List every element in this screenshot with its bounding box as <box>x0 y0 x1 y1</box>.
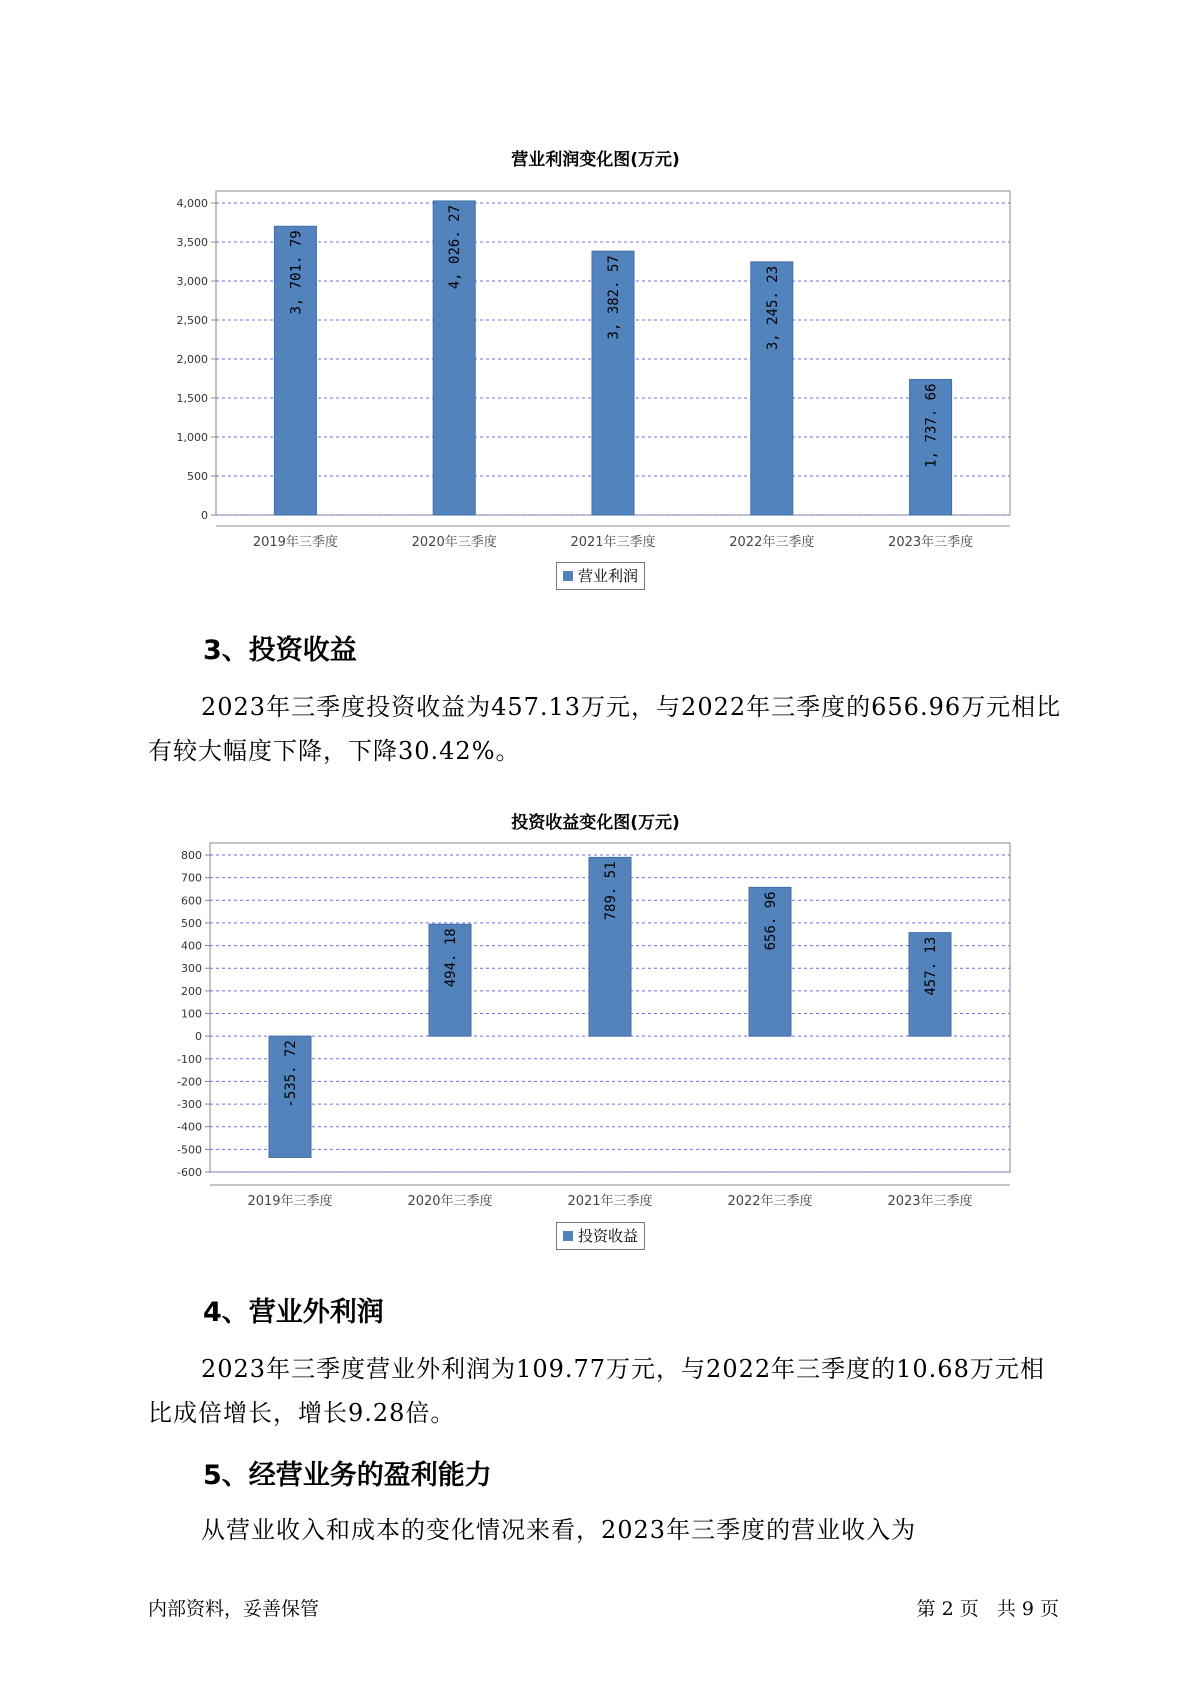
section-text-profitability: 从营业收入和成本的变化情况来看，2023年三季度的营业收入为 <box>201 1516 917 1544</box>
section-text-non-operating-profit: 2023年三季度营业外利润为109.77万元，与2022年三季度的10.68万元相比成倍增长，增长9.28倍。 <box>148 1355 1045 1427</box>
section-heading-profitability: 5、经营业务的盈利能力 <box>203 1460 492 1491</box>
data-label: 656. 96 <box>763 891 779 951</box>
y-tick-label: 400 <box>181 939 202 953</box>
y-tick-label: 500 <box>181 916 202 930</box>
y-tick-label: -200 <box>177 1075 202 1089</box>
data-label: 1, 737. 66 <box>923 383 940 468</box>
y-tick-label: 200 <box>181 984 202 998</box>
section-heading-non-operating-profit: 4、营业外利润 <box>203 1297 384 1328</box>
category-label: 2022年三季度 <box>729 535 815 550</box>
chart2-title: 投资收益变化图(万元) <box>511 813 680 833</box>
chart2-legend-label: 投资收益 <box>578 1227 639 1245</box>
data-label: -535. 72 <box>283 1040 299 1108</box>
y-tick-label: 1,000 <box>176 431 208 444</box>
y-tick-label: 3,000 <box>176 275 208 288</box>
data-label: 3, 701. 79 <box>288 230 305 315</box>
y-tick-label: 2,500 <box>176 314 208 327</box>
y-tick-label: -500 <box>177 1143 202 1157</box>
data-label: 4, 026. 27 <box>447 204 464 290</box>
chart2-legend <box>556 1222 645 1250</box>
category-label: 2023年三季度 <box>887 1194 973 1209</box>
y-tick-label: -300 <box>177 1098 202 1112</box>
data-label: 3, 382. 57 <box>606 255 622 340</box>
y-tick-label: 2,000 <box>176 353 208 366</box>
y-tick-label: 4,000 <box>176 197 208 210</box>
y-tick-label: -400 <box>177 1120 202 1134</box>
category-label: 2021年三季度 <box>567 1194 653 1209</box>
category-label: 2020年三季度 <box>407 1194 493 1209</box>
y-tick-label: 800 <box>181 849 202 862</box>
y-tick-label: 1,500 <box>176 392 208 405</box>
y-tick-label: 100 <box>181 1007 202 1021</box>
data-label: 457. 13 <box>923 936 939 996</box>
y-tick-label: 3,500 <box>176 236 208 249</box>
chart1-legend-label: 营业利润 <box>578 567 639 585</box>
data-label: 3, 245. 23 <box>764 265 781 351</box>
y-tick-label: -100 <box>177 1052 202 1066</box>
data-label: 494. 18 <box>443 928 459 988</box>
category-label: 2022年三季度 <box>727 1194 813 1209</box>
footer-page-number: 第 2 页 共 9 页 <box>916 1598 1059 1620</box>
section-heading-investment-income: 3、投资收益 <box>203 635 357 666</box>
chart1-title: 营业利润变化图(万元) <box>511 150 680 170</box>
section-text-investment-income: 2023年三季度投资收益为457.13万元，与2022年三季度的656.96万元相比有较大幅度下降，下降30.42%。 <box>148 693 1062 765</box>
category-label: 2019年三季度 <box>247 1194 333 1209</box>
y-tick-label: -600 <box>177 1166 202 1179</box>
y-tick-label: 500 <box>187 470 208 483</box>
legend-swatch <box>563 1231 573 1241</box>
y-tick-label: 0 <box>201 509 208 522</box>
y-tick-label: 600 <box>181 894 202 908</box>
y-tick-label: 300 <box>181 962 202 976</box>
y-tick-label: 700 <box>181 871 202 885</box>
y-tick-label: 0 <box>195 1030 202 1044</box>
data-label: 789. 51 <box>603 861 619 921</box>
footer-confidential: 内部资料，妥善保管 <box>148 1598 320 1620</box>
category-label: 2020年三季度 <box>411 535 497 550</box>
category-label: 2021年三季度 <box>570 535 656 550</box>
category-label: 2019年三季度 <box>252 535 338 550</box>
category-label: 2023年三季度 <box>888 535 974 550</box>
